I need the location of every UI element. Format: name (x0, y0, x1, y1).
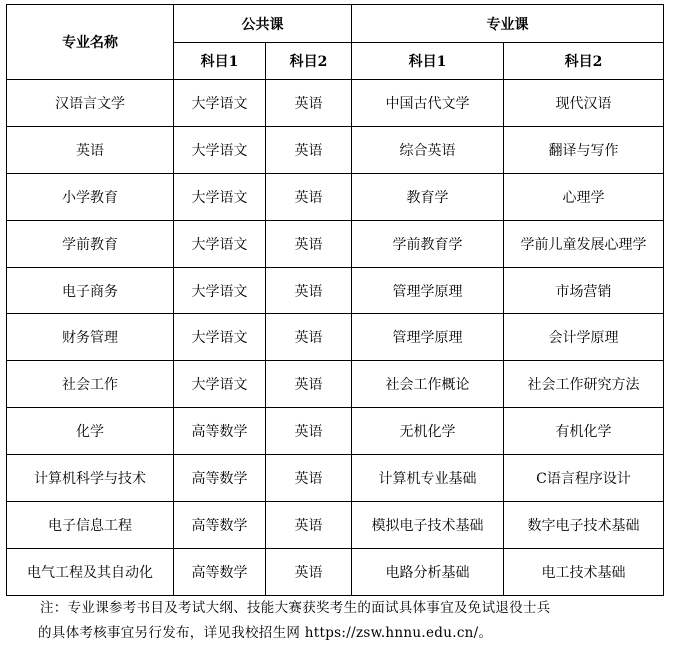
public-subject-1-cell: 大学语文 (174, 126, 266, 173)
major-cell: 电子信息工程 (7, 502, 174, 549)
public-subject-2-cell: 英语 (266, 267, 352, 314)
public-subject-2-cell: 英语 (266, 361, 352, 408)
exam-subjects-table (6, 4, 664, 596)
professional-subject-1-cell: 教育学 (352, 173, 504, 220)
public-subject-1-cell: 高等数学 (174, 502, 266, 549)
table-row (7, 361, 664, 408)
public-subject-2-cell: 英语 (266, 408, 352, 455)
public-subject-1-cell: 高等数学 (174, 548, 266, 595)
table-row (7, 455, 664, 502)
professional-subject-2-cell: 会计学原理 (504, 314, 664, 361)
table-row (7, 267, 664, 314)
major-cell: 学前教育 (7, 220, 174, 267)
major-cell: 社会工作 (7, 361, 174, 408)
header-row-1 (7, 5, 664, 43)
footnote-line-1: 注：专业课参考书目及考试大纲、技能大赛获奖考生的面试具体事宜及免试退役士兵 (40, 600, 551, 616)
public-subject-1-cell: 大学语文 (174, 220, 266, 267)
professional-subject-1-cell: 管理学原理 (352, 314, 504, 361)
public-subject-1-cell: 大学语文 (174, 267, 266, 314)
footnote-line-2: 的具体考核事宜另行发布，详见我校招生网 https://zsw.hnnu.edu.cn/。 (38, 625, 493, 641)
header-public-courses: 公共课 (174, 5, 352, 43)
table-row (7, 220, 664, 267)
table-row (7, 408, 664, 455)
professional-subject-1-cell: 综合英语 (352, 126, 504, 173)
major-cell: 电子商务 (7, 267, 174, 314)
professional-subject-2-cell: 心理学 (504, 173, 664, 220)
public-subject-2-cell: 英语 (266, 80, 352, 127)
public-subject-1-cell: 大学语文 (174, 80, 266, 127)
table-row (7, 173, 664, 220)
professional-subject-2-cell: C语言程序设计 (504, 455, 664, 502)
professional-subject-1-cell: 计算机专业基础 (352, 455, 504, 502)
major-cell: 汉语言文学 (7, 80, 174, 127)
public-subject-1-cell: 高等数学 (174, 408, 266, 455)
professional-subject-1-cell: 管理学原理 (352, 267, 504, 314)
professional-subject-2-cell: 社会工作研究方法 (504, 361, 664, 408)
header-professional-subject-2: 科目2 (504, 43, 664, 80)
major-cell: 财务管理 (7, 314, 174, 361)
public-subject-2-cell: 英语 (266, 455, 352, 502)
professional-subject-1-cell: 中国古代文学 (352, 80, 504, 127)
public-subject-2-cell: 英语 (266, 126, 352, 173)
public-subject-1-cell: 高等数学 (174, 455, 266, 502)
professional-subject-2-cell: 现代汉语 (504, 80, 664, 127)
professional-subject-2-cell: 市场营销 (504, 267, 664, 314)
major-cell: 计算机科学与技术 (7, 455, 174, 502)
table-row (7, 314, 664, 361)
professional-subject-1-cell: 社会工作概论 (352, 361, 504, 408)
major-cell: 小学教育 (7, 173, 174, 220)
major-cell: 化学 (7, 408, 174, 455)
public-subject-2-cell: 英语 (266, 502, 352, 549)
professional-subject-2-cell: 学前儿童发展心理学 (504, 220, 664, 267)
public-subject-2-cell: 英语 (266, 220, 352, 267)
professional-subject-2-cell: 数字电子技术基础 (504, 502, 664, 549)
public-subject-1-cell: 大学语文 (174, 314, 266, 361)
table-row (7, 126, 664, 173)
professional-subject-2-cell: 有机化学 (504, 408, 664, 455)
header-major: 专业名称 (7, 5, 174, 80)
header-professional-courses: 专业课 (352, 5, 664, 43)
professional-subject-2-cell: 电工技术基础 (504, 548, 664, 595)
footnote (40, 596, 660, 646)
major-cell: 英语 (7, 126, 174, 173)
header-professional-subject-1: 科目1 (352, 43, 504, 80)
table-row (7, 80, 664, 127)
professional-subject-1-cell: 学前教育学 (352, 220, 504, 267)
public-subject-1-cell: 大学语文 (174, 361, 266, 408)
major-cell: 电气工程及其自动化 (7, 548, 174, 595)
public-subject-1-cell: 大学语文 (174, 173, 266, 220)
public-subject-2-cell: 英语 (266, 548, 352, 595)
professional-subject-2-cell: 翻译与写作 (504, 126, 664, 173)
table-row (7, 548, 664, 595)
header-public-subject-2: 科目2 (266, 43, 352, 80)
professional-subject-1-cell: 无机化学 (352, 408, 504, 455)
professional-subject-1-cell: 电路分析基础 (352, 548, 504, 595)
public-subject-2-cell: 英语 (266, 314, 352, 361)
header-public-subject-1: 科目1 (174, 43, 266, 80)
table-row (7, 502, 664, 549)
public-subject-2-cell: 英语 (266, 173, 352, 220)
professional-subject-1-cell: 模拟电子技术基础 (352, 502, 504, 549)
